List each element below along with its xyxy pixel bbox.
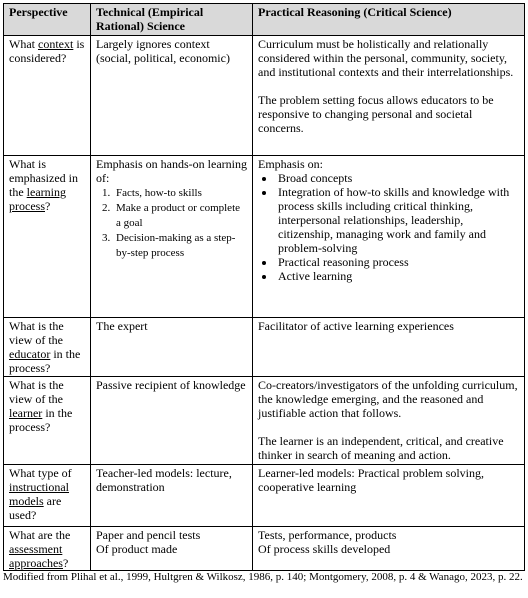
question-text: What is the view of the bbox=[9, 378, 64, 406]
practical-line: Of process skills developed bbox=[258, 542, 391, 556]
question-keyword: assessment approaches bbox=[9, 542, 63, 570]
table-row bbox=[4, 527, 525, 571]
technical-line: Paper and pencil tests bbox=[96, 528, 201, 542]
practical-cell bbox=[253, 156, 525, 318]
practical-cell bbox=[253, 377, 525, 465]
technical-cell: Passive recipient of knowledge bbox=[91, 377, 253, 465]
technical-list bbox=[96, 186, 247, 261]
practical-paragraph: The learner is an independent, critical, and creative thinker in search of meaning and action. bbox=[258, 434, 504, 462]
question-text: in the process? bbox=[9, 406, 73, 434]
header-perspective: Perspective bbox=[4, 4, 91, 36]
technical-cell: The expert bbox=[91, 318, 253, 377]
practical-paragraph: The problem setting focus allows educators to be responsive to changing personal and societal concerns. bbox=[258, 93, 494, 135]
practical-paragraph: Curriculum must be holistically and relationally considered within the personal, community, society, and institutional contexts and their interrelationships. bbox=[258, 37, 514, 79]
question-text: What bbox=[9, 37, 38, 51]
question-text: are used? bbox=[9, 494, 62, 522]
header-row bbox=[4, 4, 525, 36]
list-item: 1. Facts, how-to skills bbox=[113, 186, 247, 201]
practical-paragraph: Co-creators/investigators of the unfolding curriculum, the knowledge emerging, and the reasoned and justifiable action that follows. bbox=[258, 378, 518, 420]
question-cell bbox=[4, 36, 91, 156]
table-row bbox=[4, 377, 525, 465]
practical-cell bbox=[253, 527, 525, 571]
question-keyword: learner bbox=[9, 406, 43, 420]
question-keyword: context bbox=[38, 37, 74, 51]
question-text: is considered? bbox=[9, 37, 85, 65]
question-keyword: instructional models bbox=[9, 480, 69, 508]
table-row bbox=[4, 156, 525, 318]
question-text: What are the bbox=[9, 528, 71, 542]
practical-intro: Emphasis on: bbox=[258, 157, 323, 171]
question-text: in the process? bbox=[9, 347, 81, 375]
table-row bbox=[4, 318, 525, 377]
question-cell bbox=[4, 465, 91, 527]
practical-cell: Learner-led models: Practical problem solving, cooperative learning bbox=[253, 465, 525, 527]
question-keyword: educator bbox=[9, 347, 51, 361]
technical-cell bbox=[91, 527, 253, 571]
technical-cell: Teacher-led models: lecture, demonstration bbox=[91, 465, 253, 527]
practical-cell: Facilitator of active learning experiences bbox=[253, 318, 525, 377]
table-row bbox=[4, 465, 525, 527]
question-text: ? bbox=[62, 556, 69, 570]
question-text: What is emphasized in the bbox=[9, 157, 78, 199]
list-item: • Active learning bbox=[276, 269, 519, 283]
comparison-table bbox=[3, 3, 525, 571]
question-keyword: learning process bbox=[9, 185, 66, 213]
practical-line: Tests, performance, products bbox=[258, 528, 397, 542]
table-row bbox=[4, 36, 525, 156]
list-item: • Practical reasoning process bbox=[276, 255, 519, 269]
question-cell bbox=[4, 318, 91, 377]
question-text: ? bbox=[45, 199, 51, 213]
technical-cell: Largely ignores context (social, political, economic) bbox=[91, 36, 253, 156]
practical-cell bbox=[253, 36, 525, 156]
question-cell bbox=[4, 527, 91, 571]
question-cell bbox=[4, 156, 91, 318]
header-practical: Practical Reasoning (Critical Science) bbox=[253, 4, 525, 36]
technical-line: Of product made bbox=[96, 542, 178, 556]
source-caption: Modified from Plihal et al., 1999, Hultgren & Wilkosz, 1986, p. 140; Montgomery, 2008, p. 4 & Wanago, 2023, p. 22. bbox=[3, 571, 523, 583]
list-item: • Broad concepts bbox=[276, 171, 519, 185]
list-item: 3. Decision-making as a step-by-step process bbox=[113, 231, 247, 261]
question-text: What type of bbox=[9, 466, 72, 480]
technical-intro: Emphasis on hands-on learning of: bbox=[96, 157, 247, 185]
practical-list bbox=[258, 171, 519, 283]
list-item: • Integration of how-to skills and knowledge with process skills including critical thinking, interpersonal relationships, leadership, citizenship, managing work and family and problem-solving bbox=[276, 185, 519, 255]
header-technical: Technical (Empirical Rational) Science bbox=[91, 4, 253, 36]
technical-cell bbox=[91, 156, 253, 318]
question-cell bbox=[4, 377, 91, 465]
list-item: 2. Make a product or complete a goal bbox=[113, 201, 247, 231]
question-text: What is the view of the bbox=[9, 319, 64, 347]
